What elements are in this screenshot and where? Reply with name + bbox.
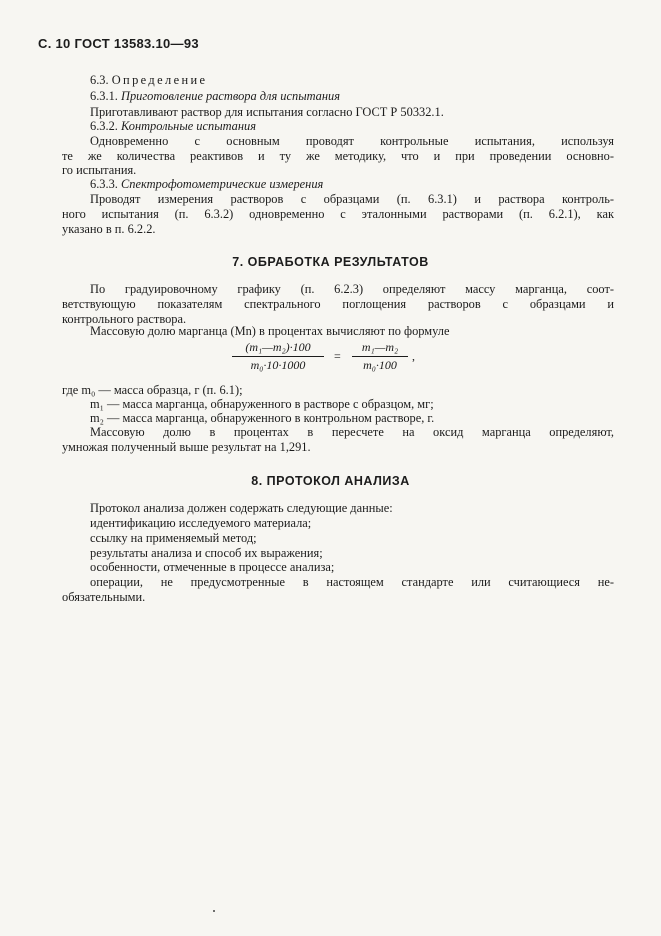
section-6-3-2-title: 6.3.2. Контрольные испытания <box>90 119 256 133</box>
paragraph-line: Массовую долю марганца (Mn) в процентах вычисляют по формуле <box>90 324 450 338</box>
paragraph-line: указано в п. 6.2.2. <box>62 222 156 236</box>
formula-left-denominator: m₀·10·1000 <box>250 358 306 372</box>
formula-equals: = <box>334 349 341 363</box>
section-6-3-1-text: Приготавливают раствор для испытания согласно ГОСТ Р 50332.1. <box>90 105 444 119</box>
section-6-3-1-title: 6.3.1. Приготовление раствора для испытания <box>90 89 340 103</box>
where-line: m₂ — масса марганца, обнаруженного в контрольном растворе, г. <box>90 411 435 425</box>
formula-end: , <box>412 349 415 363</box>
paragraph-line: контрольного раствора. <box>62 312 187 326</box>
section-6-3-title: 6.3. Определение <box>90 73 208 87</box>
scan-speck <box>213 910 215 912</box>
page-header: С. 10 ГОСТ 13583.10—93 <box>38 36 199 51</box>
paragraph-line: умножая полученный выше результат на 1,291. <box>62 440 311 454</box>
section-6-3-3-title: 6.3.3. Спектрофотометрические измерения <box>90 177 324 191</box>
paragraph-line: те же количества реактивов и ту же методику, что и при проведении основно- <box>62 149 614 163</box>
formula-left-numerator: (m₁—m₂)·100 <box>232 340 324 357</box>
formula-right-fraction <box>352 340 408 373</box>
paragraph-line: ветствующую показателям спектрального поглощения растворов с образцами и <box>62 297 614 311</box>
section-8-heading: 8. ПРОТОКОЛ АНАЛИЗА <box>251 474 410 488</box>
list-item: Протокол анализа должен содержать следующие данные: <box>90 501 393 515</box>
list-item: особенности, отмеченные в процессе анализа; <box>90 560 335 574</box>
formula-right-numerator: m₁—m₂ <box>352 340 408 357</box>
list-item: ссылку на применяемый метод; <box>90 531 257 545</box>
where-line: m₁ — масса марганца, обнаруженного в растворе с образцом, мг; <box>90 397 434 411</box>
paragraph-line: Проводят измерения растворов с образцами (п. 6.3.1) и раствора контроль- <box>90 192 614 206</box>
paragraph-line: го испытания. <box>62 163 137 177</box>
section-7-heading: 7. ОБРАБОТКА РЕЗУЛЬТАТОВ <box>232 255 429 269</box>
list-item: операции, не предусмотренные в настоящем стандарте или считающиеся не- <box>90 575 614 589</box>
paragraph-line: ного испытания (п. 6.3.2) одновременно с эталонными растворами (п. 6.2.1), как <box>62 207 614 221</box>
list-item: результаты анализа и способ их выражения; <box>90 546 323 560</box>
formula-left-fraction <box>232 340 324 373</box>
paragraph-line: Массовую долю в процентах в пересчете на оксид марганца определяют, <box>90 425 614 439</box>
list-item: обязательными. <box>62 590 146 604</box>
where-line: где m₀ — масса образца, г (п. 6.1); <box>62 383 243 397</box>
formula-right-denominator: m₀·100 <box>363 358 397 372</box>
paragraph-line: Одновременно с основным проводят контрольные испытания, используя <box>90 134 614 148</box>
list-item: идентификацию исследуемого материала; <box>90 516 312 530</box>
paragraph-line: По градуировочному графику (п. 6.2.3) определяют массу марганца, соот- <box>90 282 614 296</box>
